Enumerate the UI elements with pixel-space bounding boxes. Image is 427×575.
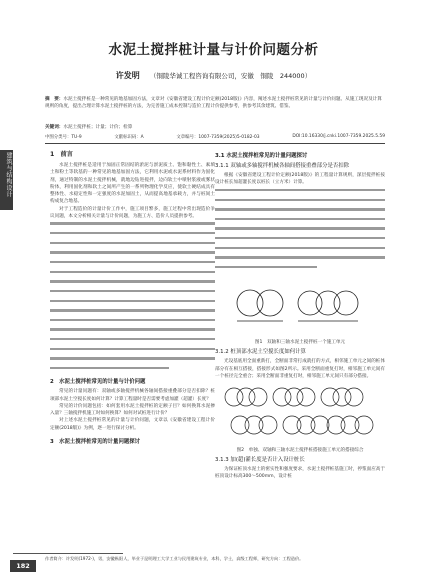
section-1-paragraph-b: 对于工程造价的计量计价工作中，施工项目繁多，施工过程中常出现造价争议问题，本文分析相关计量与计价问题，为施工方、造价人员提供参考。 xyxy=(50,206,215,219)
body-text-lines-right xyxy=(215,189,385,273)
author-footnote: 作者简介：许发明(1972-)，男，安徽枞阳人，毕业于昆明理工大学工业与民用建筑专业，本科，学士，高级工程师，研究方向：工程造价。 xyxy=(45,556,304,561)
author-affiliation: （铜陵华诚工程咨询有限公司，安徽 铜陵 244000） xyxy=(149,72,312,80)
section-side-tab-label: 建筑与结构设计 xyxy=(5,152,12,198)
author-name: 许发明 xyxy=(115,71,140,80)
section-1-heading: 1 前言 xyxy=(50,151,73,158)
header-rule xyxy=(45,143,385,144)
doi: DOI:10.16330/j.cnki.1007-7359.2025.5.59 xyxy=(292,134,385,139)
section-3-1-2-heading: 3.1.2 桩顶部水泥土空搅长度如何计算 xyxy=(215,349,306,356)
figure-2-drawing xyxy=(220,383,380,445)
article-title: 水泥土搅拌桩计量与计价问题分析 xyxy=(108,42,319,58)
section-2-paragraph-c: 对上述水泥土搅拌桩常见的计量与计价问题，文章以《安徽省建设工程计价定额(2018版)》为例，逐一进行探讨分析。 xyxy=(50,418,215,431)
right-column xyxy=(215,150,385,481)
author-line xyxy=(0,70,427,81)
section-2-paragraph-a: 常见的计量问题有：双轴或多轴搅拌机械各轴间搭接重叠部分是否扣除？桩项部水泥土空搅长度如何计算？计算工程量时是否需要考虑加灌（超灌）长度？ xyxy=(50,389,215,402)
article-number: 文章编号：1007-7359(2025)5-0182-03 xyxy=(176,135,260,140)
section-3-1-1-paragraph: 根据《安徽省建设工程计价定额(2018版)》的工程量计算规则，深层搅拌桩按设计桩长加超灌长度以桩长（立方米）计算。 xyxy=(215,173,385,186)
section-1-paragraph-a: 水泥土搅拌桩是适用于加固正常固结的淤泥与淤泥质土、饱和黏性土、素填土和粉土等软基的一种常见的地基加固方法，它利用水泥或水泥系材料作为固化剂，通过特制的水泥土搅拌机械，就地边钻进搅拌，边向软土中喷射浆液或雾状粉体，利用固化剂和软土之间所产生的一系列物理化学反应，使软土硬结成具有整体性、水稳定性和一定强度的水泥加固土，从而提高地基承载力，并与桩间土构成复合地基。 xyxy=(50,163,215,205)
abstract-text: 水泥土搅拌桩是一种常见的地基加固方法，文章对《安徽省建设工程计价定额(2018版)》内容，阐述水泥土搅拌桩常见的计量与计价问题。从施工现况及计算规则的角度，提出合理计算水泥土搅拌桩的方法，为完善施工成本控制与造价工程计价提供参考，供参考其余建筑、借鉴。 xyxy=(45,97,382,110)
body-text-lines xyxy=(50,222,215,374)
keywords xyxy=(45,124,385,130)
figure-1-caption: 图1 双轴和三轴水泥土搅拌桩一个施工单元 xyxy=(254,340,346,346)
document-code: 文献标识码：A xyxy=(114,135,144,140)
abstract-label: 摘 要： xyxy=(45,97,64,102)
section-3-1-1-heading: 3.1.1 双轴或多轴搅拌机械各轴间搭接重叠部分是否扣除 xyxy=(215,163,350,169)
section-3-1-3-paragraph: 为保证桩顶水泥土的密实性和强度要求，水泥土搅拌桩基施工时，停浆面应高于桩顶设计标高300～500mm，设计桩 xyxy=(215,467,385,480)
section-3-1-3-heading: 3.1.3 加(超)灌长度是否计入设计桩长 xyxy=(215,457,305,464)
figure-2-caption: 图2 单独、双轴和三轴水泥土搅拌桩搭接施工单元的搭接综合 xyxy=(236,448,364,454)
section-3-heading: 3 水泥土搅拌桩常见的计量问题探讨 xyxy=(50,438,141,445)
section-3-1-2-paragraph: 光设基底用全面重新打，全断面非常打成就打的方式，相邻施工单元之间的桩体部分有在相互搭接，搭接形式如图2所示。采用全断面重复打时，相邻施工单元间有一个桩径完全重合；采用全断面非重复打时，相邻施工单元间只有部分搭接。 xyxy=(215,359,385,379)
section-3-1-heading: 3.1 水泥土搅拌桩常见的计量问题探讨 xyxy=(215,153,308,159)
page-number: 182 xyxy=(10,560,36,572)
clc-number: 中图分类号：TU-9 xyxy=(45,135,82,140)
article-meta xyxy=(45,134,385,140)
section-2-heading: 2 水泥土搅拌桩常见的计量与计价问题 xyxy=(50,379,146,386)
footnote-rule xyxy=(13,553,123,554)
keywords-label: 关键词： xyxy=(45,125,64,130)
left-column xyxy=(50,150,215,448)
section-2-paragraph-b: 常见的计价问题包括：如何套用水泥土搅拌桩的定额子目？如何换算水泥掺入量？三轴搅拌机施工时如何换算？如何对试桩进行计价？ xyxy=(50,403,215,416)
figure-1-drawing xyxy=(220,277,380,337)
keywords-text: 水泥土搅拌桩；计量；计价；检算 xyxy=(63,125,133,130)
abstract xyxy=(45,96,385,110)
